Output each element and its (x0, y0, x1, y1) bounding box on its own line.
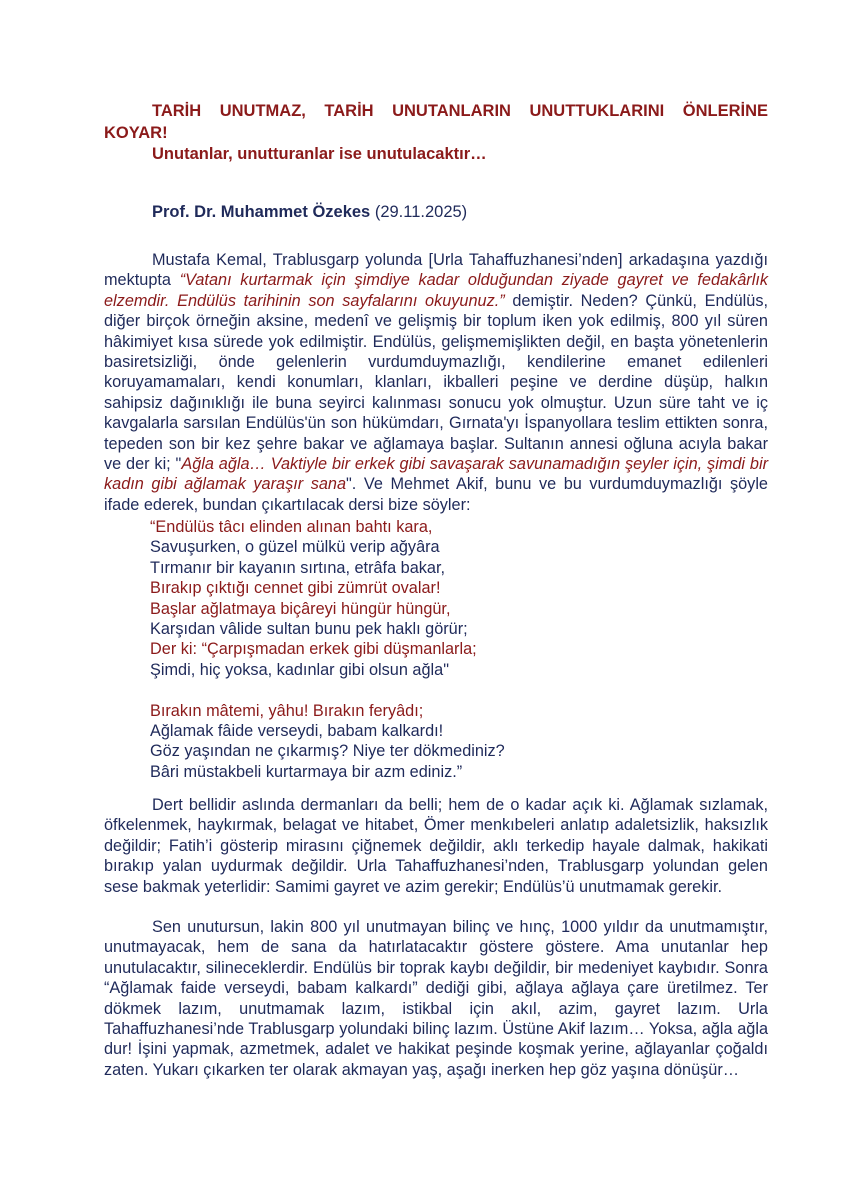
poem-line: Tırmanır bir kayanın sırtına, etrâfa bakar, (150, 558, 445, 577)
stanza-gap (150, 680, 505, 700)
paragraph-text: demiştir. Neden? Çünkü, Endülüs, diğer birçok örneğin aksine, medenî ve gelişmiş bir toplum iken yok edilmiş, 800 yıl süren hâkimiyet kısa sürede yok edilmiştir. Endülüs, gelişmemişlikten değil, en başta yönetenlerin basiretsizliği, önde gelenlerin vurdumduymazlığı, kendilerine emanet edilenleri koruyamamaları, kendi konumları, klanları, ikballeri peşine ve derdine düşüp, halkın sahipsiz dağınıklığı ile buna seyirci kalınması sonucu yok olmuştur. Uzun süre taht ve iç kavgalarla sarsılan Endülüs'ün son hükümdarı, Gırnata'yı İspanyollara teslim ettikten sonra, tepeden son bir kez şehre bakar ve ağlamaya başlar. Sultanın annesi oğluna acıyla bakar ve der ki; " (104, 291, 768, 474)
poem-line: Bırakın mâtemi, yâhu! Bırakın feryâdı; (150, 701, 424, 720)
poem-line: Başlar ağlatmaya biçâreyi hüngür hüngür, (150, 599, 451, 618)
paragraph-remedy: Dert bellidir aslında dermanları da belli; hem de o kadar açık ki. Ağlamak sızlamak, öfkelenmek, haykırmak, belagat ve hitabet, Ömer menkıbeleri anlatıp adaletsizlik, haksızlık değildir; Fatih’i gösterip mirasını çiğnemek değildir, aklı terkedip hayale dalmak, hakikati bırakıp yalan uydurmak değildir. Urla Tahaffuzhanesi’nden, Trablusgarp yolundan gelen sese bakmak yeterlidir: Samimi gayret ve azim gerekir; Endülüs’ü unutmamak gerekir. (104, 796, 768, 896)
article-subtitle: Unutanlar, unutturanlar ise unutulacaktır… (152, 145, 487, 163)
paragraph-conclusion: Sen unutursun, lakin 800 yıl unutmayan bilinç ve hınç, 1000 yıldır da unutmamıştır, unutmayacak, hem de sana da hatırlatacaktır göstere göstere. Ama unutanlar hep unutulacaktır, silineceklerdir. Endülüs bir toprak kaybı değildir, bir medeniyet kaybıdır. Sonra “Ağlamak faide verseydi, babam kalkardı” dediği gibi, ağlaya ağlaya çare üretilmez. Ter dökmek lazım, unutmamak lazım, istikbal için akıl, azim, gayret lazım. Urla Tahaffuzhanesi’nde Trablusgarp yolundaki bilinç lazım. Üstüne Akif lazım… Yoksa, ağla ağla dur! İşini yapmak, azmetmek, adalet ve hakikat peşinde koşmak yerine, ağlayanlar çoğaldı zaten. Yukarı çıkarken ter olarak akmayan yaş, aşağı inerken hep göz yaşına dönüşür… (104, 918, 768, 1079)
poem-line: Göz yaşından ne çıkarmış? Niye ter dökmediniz? (150, 742, 505, 761)
poem-line: “Endülüs tâcı elinden alınan bahtı kara, (150, 518, 433, 536)
poem-line: Bırakıp çıktığı cennet gibi zümrüt ovalar! (150, 579, 441, 598)
author-name: Prof. Dr. Muhammet Özekes (152, 203, 371, 221)
poem-line: Ağlamak fâide verseydi, babam kalkardı! (150, 722, 444, 741)
poem-block (150, 517, 505, 782)
poem-line: Der ki: “Çarpışmadan erkek gibi düşmanlarla; (150, 640, 477, 659)
paragraph-text: ". Ve Mehmet Akif, bunu ve bu vurdumduymazlığı şöyle ifade ederek, bundan çıkartılacak dersi bize söyler: (104, 475, 768, 514)
paragraph-intro (104, 250, 768, 515)
author-date: (29.11.2025) (374, 203, 468, 221)
paragraph-text: Mustafa Kemal, Trablusgarp yolunda [Urla Tahaffuzhanesi’nden] arkadaşına yazdığı mektupta (104, 251, 768, 290)
ataturk-quote: “Vatanı kurtarmak için şimdiye kadar olduğundan ziyade gayret ve fedakârlık elzemdir. Endülüs tarihinin son sayfalarını okuyunuz.” (104, 271, 769, 310)
poem-line: Savuşurken, o güzel mülkü verip ağyâra (150, 538, 440, 557)
author-line (152, 201, 467, 223)
poem-line: Karşıdan vâlide sultan bunu pek haklı görür; (150, 620, 468, 639)
poem-line: Bâri müstakbeli kurtarmaya bir azm ediniz.” (150, 762, 463, 781)
article-title: TARİH UNUTMAZ, TARİH UNUTANLARIN UNUTTUKLARINI ÖNLERİNE KOYAR! (104, 102, 768, 142)
poem-line: Şimdi, hiç yoksa, kadınlar gibi olsun ağla" (150, 660, 449, 679)
mother-quote: Ağla ağla… Vaktiyle bir erkek gibi savaşarak savunamadığın şeyler için, şimdi bir kadın gibi ağlamak yaraşır sana (104, 455, 768, 494)
